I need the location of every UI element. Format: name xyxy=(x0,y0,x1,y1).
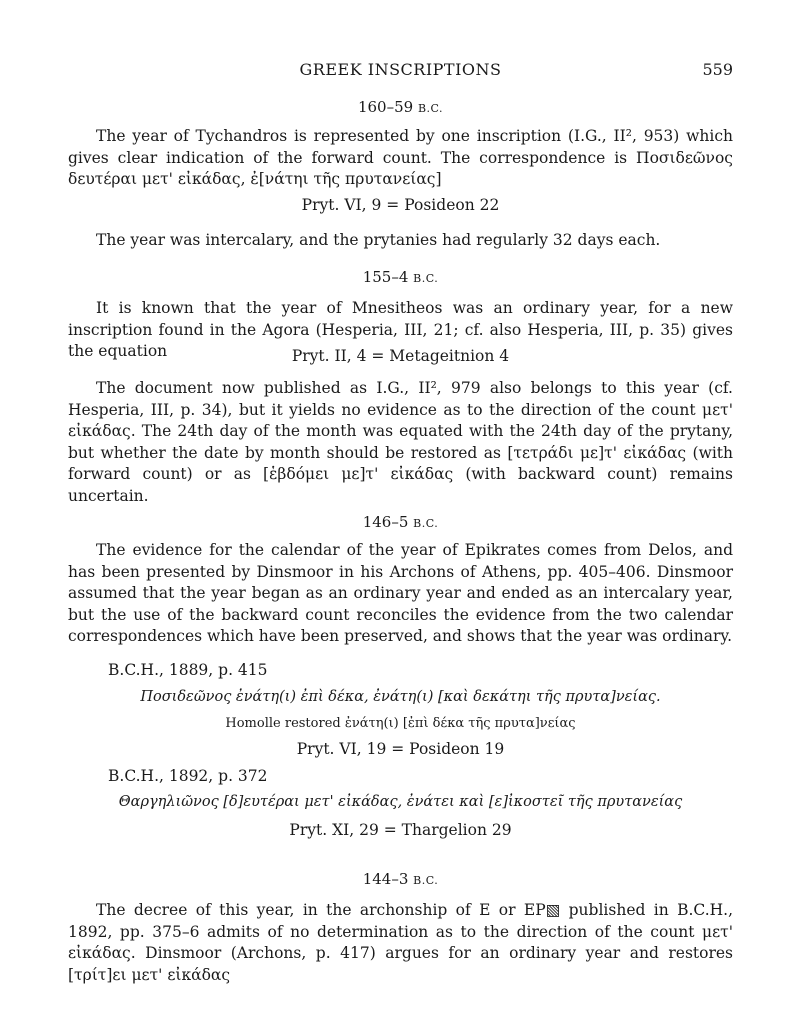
body-text: The evidence for the calendar of the year of Epikrates comes from Delos, and has been presented by Dinsmoor in his Archons of Athens, pp. 405–406. Dinsmoor assumed that the year began as an ordinary year and ended as an intercalary year, but the use of the backward count reconciles the evidence from the two calendar correspondences which have been preserved, and shows that the year was ordinary. xyxy=(68,541,733,645)
equation: Pryt. VI, 19 = Posideon 19 xyxy=(296,740,505,758)
section-date: 160–59 B.C. xyxy=(357,98,444,116)
paragraph xyxy=(68,540,733,648)
body-text: The year of Tychandros is represented by one inscription (I.G., II², 953) which gives clear indication of the forward count. The correspondence is Ποσιδεῶνος δευτέραι μετ' εἰκάδας, ἐ[νάτηι τῆς πρυτανείας] xyxy=(68,127,733,188)
paragraph xyxy=(68,126,733,191)
restoration-note: Homolle restored ἐνάτη(ι) [ἐπὶ δέκα τῆς πρυτα]νείας xyxy=(225,716,576,731)
equation: Pryt. VI, 9 = Posideon 22 xyxy=(301,196,500,214)
paragraph xyxy=(68,378,733,507)
page-number: 559 xyxy=(702,60,733,79)
section-date: 144–3 B.C. xyxy=(362,870,439,888)
section-date: 155–4 B.C. xyxy=(362,268,439,286)
page-header xyxy=(68,60,733,84)
body-text: It is known that the year of Mnesitheos was an ordinary year, for a new inscription found in the Agora (Hesperia, III, 21; cf. also Hesperia, III, p. 35) gives the equation xyxy=(68,299,733,360)
greek-quotation: Θαργηλιῶνος [δ]ευτέραι μετ' εἰκάδας, ἐνάτει καὶ [ε]ἰκοστεῖ τῆς πρυτανείας xyxy=(118,794,683,810)
greek-quotation: Ποσιδεῶνος ἐνάτη(ι) ἐπὶ δέκα, ἐνάτη(ι) [καὶ δεκάτηι τῆς πρυτα]νείας. xyxy=(140,689,661,705)
running-title: GREEK INSCRIPTIONS xyxy=(299,60,502,79)
paragraph xyxy=(68,900,733,986)
equation: Pryt. XI, 29 = Thargelion 29 xyxy=(289,821,512,839)
body-text: The decree of this year, in the archonship of Ε or ΕΡ▧ published in B.C.H., 1892, pp. 375–6 admits of no determination as to the direction of the count μετ' εἰκάδας. Dinsmoor (Archons, p. 417) argues for an ordinary year and restores [τρίτ]ει μετ' εἰκάδας xyxy=(68,901,733,984)
body-text: The document now published as I.G., II², 979 also belongs to this year (cf. Hesperia, III, p. 34), but it yields no evidence as to the direction of the count μετ' εἰκάδας. The 24th day of the month was equated with the 24th day of the prytany, but whether the date by month should be restored as [τετράδι με]τ' εἰκάδας (with forward count) or as [ἑβδόμει με]τ' εἰκάδας (with backward count) remains uncertain. xyxy=(68,379,733,505)
section-date: 146–5 B.C. xyxy=(362,513,439,531)
citation: B.C.H., 1889, p. 415 xyxy=(108,661,268,679)
body-text: The year was intercalary, and the prytanies had regularly 32 days each. xyxy=(96,231,661,249)
paragraph xyxy=(68,230,733,252)
equation: Pryt. II, 4 = Metageitnion 4 xyxy=(291,347,510,365)
citation: B.C.H., 1892, p. 372 xyxy=(108,767,268,785)
